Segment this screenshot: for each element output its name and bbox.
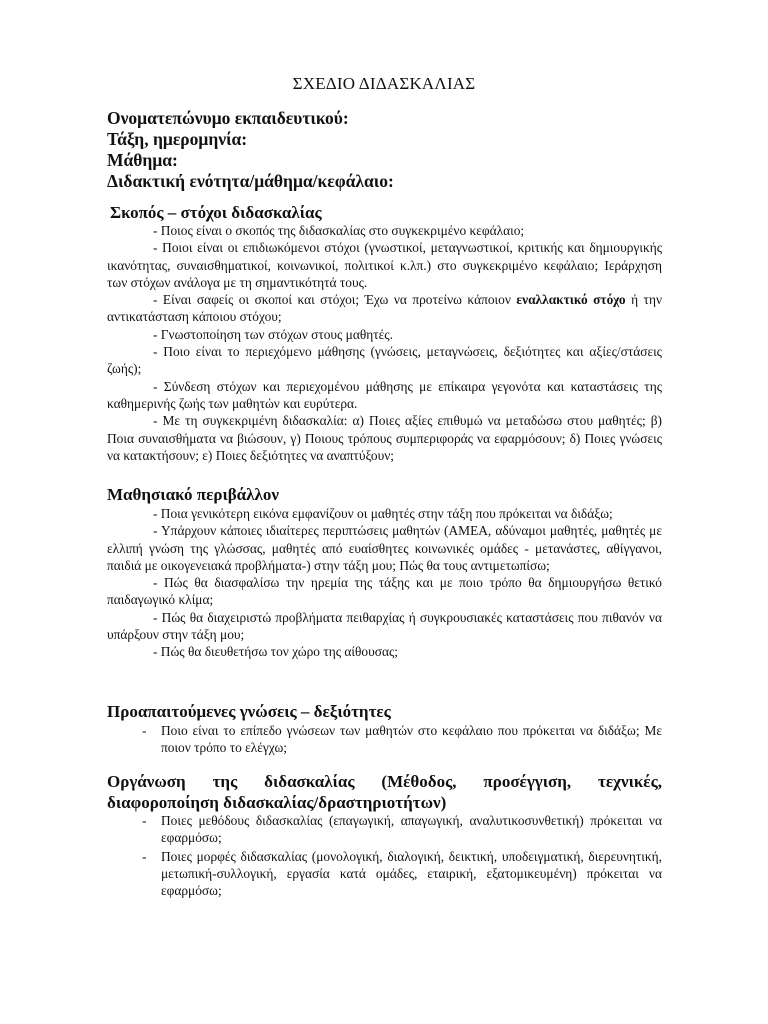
- goals-paragraph: - Γνωστοποίηση των στόχων στους μαθητές.: [153, 326, 393, 342]
- goals-text: - Είναι σαφείς οι σκοποί και στόχοι; Έχω να προτείνω κάποιον: [153, 292, 517, 308]
- goals-paragraph: - Ποιος είναι ο σκοπός της διδασκαλίας στο συγκεκριμένο κεφάλαιο;: [153, 223, 525, 238]
- section-prerequisites-heading: Προαπαιτούμενες γνώσεις – δεξιότητες: [107, 702, 391, 721]
- field-subject: Μάθημα:: [107, 150, 178, 170]
- goals-paragraph: - Ποιοι είναι οι επιδιωκόμενοι στόχοι (γνωστικοί, μεταγνωστικοί, κριτικής και δημιουργικής ικανότητας, συναισθηματικοί, κοινωνικοί, πολιτικοί κ.λπ.) στο συγκεκριμένο κεφάλαιο; Ιεράρχηση των στόχων ανάλογα με τη σημαντικότητά τους.: [107, 240, 662, 290]
- section-organization-heading: [107, 771, 662, 813]
- organization-heading-line: διαφοροποίηση διδασκαλίας/δραστηριοτήτων): [107, 793, 447, 812]
- list-item: [107, 848, 662, 900]
- list-item-text: Ποιο είναι το επίπεδο γνώσεων των μαθητών στο κεφάλαιο που πρόκειται να διδάξω; Με ποιον τρόπο το ελέγχω;: [161, 723, 662, 756]
- goals-paragraph: - Με τη συγκεκριμένη διδασκαλία: α) Ποιες αξίες επιθυμώ να μεταδώσω στου μαθητές; β) Ποια συναισθήματα να βιώσουν, γ) Ποιους τρόπους συμπεριφοράς να εφαρμόσουν; δ) Ποιες γνώσεις να κατακτήσουν; ε) Ποιες δεξιότητες να αναπτύξουν;: [107, 413, 662, 463]
- section-environment-heading: Μαθησιακό περιβάλλον: [107, 485, 279, 504]
- list-item: [107, 722, 662, 757]
- environment-paragraph: - Ποια γενικότερη εικόνα εμφανίζουν οι μαθητές στην τάξη που πρόκειται να διδάξω;: [153, 506, 613, 521]
- page-title: ΣΧΕΔΙΟ ΔΙΔΑΣΚΑΛΙΑΣ: [292, 74, 476, 93]
- organization-heading-line: Οργάνωση της διδασκαλίας (Μέθοδος, προσέγγιση, τεχνικές,: [107, 772, 662, 791]
- goals-text: ή την αντικατάσταση κάποιου στόχου;: [107, 292, 662, 325]
- environment-paragraph: - Υπάρχουν κάποιες ιδιαίτερες περιπτώσεις μαθητών (ΑΜΕΑ, αδύναμοι μαθητές, μαθητές με ελλιπή γνώση της γλώσσας, μαθητές από ευαίσθητες κοινωνικές ομάδες - μετανάστες, αθίγγανοι, παιδιά με οικογενειακά προβλήματα-) στην τάξη μου; Πώς θα τους αντιμετωπίσω;: [107, 523, 662, 573]
- field-unit: Διδακτική ενότητα/μάθημα/κεφάλαιο:: [107, 171, 394, 191]
- prerequisites-list: [107, 722, 662, 758]
- alternative-goal-emphasis: εναλλακτικό στόχο: [516, 292, 626, 308]
- dash-bullet: -: [142, 813, 147, 828]
- section-environment-body: [107, 505, 662, 661]
- organization-list: [107, 812, 662, 900]
- list-item: [107, 812, 662, 847]
- section-goals-body: [107, 222, 662, 464]
- environment-paragraph: - Πώς θα διαχειριστώ προβλήματα πειθαρχίας ή συγκρουσιακές καταστάσεις που πιθανόν να υπάρξουν στην τάξη μου;: [107, 609, 662, 643]
- goals-paragraph: - Ποιο είναι το περιεχόμενο μάθησης (γνώσεις, μεταγνώσεις, δεξιότητες και αξίες/στάσεις ζωής);: [107, 344, 662, 377]
- goals-paragraph: - Σύνδεση στόχων και περιεχομένου μάθησης με επίκαιρα γεγονότα και καταστάσεις της καθημερινής ζωής των μαθητών και ευρύτερα.: [107, 378, 662, 411]
- section-goals-heading: Σκοπός – στόχοι διδασκαλίας: [110, 203, 322, 222]
- dash-bullet: -: [142, 723, 147, 738]
- list-item-text: Ποιες μεθόδους διδασκαλίας (επαγωγική, απαγωγική, αναλυτικοσυνθετική) πρόκειται να εφαρμόσω;: [161, 813, 662, 846]
- environment-paragraph: - Πώς θα διευθετήσω τον χώρο της αίθουσας;: [153, 644, 398, 660]
- goals-paragraph-alt-goal: [107, 291, 662, 326]
- environment-paragraph: - Πώς θα διασφαλίσω την ηρεμία της τάξης και με ποιο τρόπο θα δημιουργήσω θετικό παιδαγωγικό κλίμα;: [107, 575, 662, 608]
- field-class-date: Τάξη, ημερομηνία:: [107, 129, 248, 149]
- meta-fields: [107, 108, 394, 192]
- field-teacher-name: Ονοματεπώνυμο εκπαιδευτικού:: [107, 108, 349, 128]
- list-item-text: Ποιες μορφές διδασκαλίας (μονολογική, διαλογική, δεικτική, υποδειγματική, διερευνητική, μετωπική-συλλογική, εργασία κατά ομάδες, εταιρική, εξατομικευμένη) πρόκειται να εφαρμόσω;: [161, 848, 662, 899]
- dash-bullet: -: [142, 848, 147, 864]
